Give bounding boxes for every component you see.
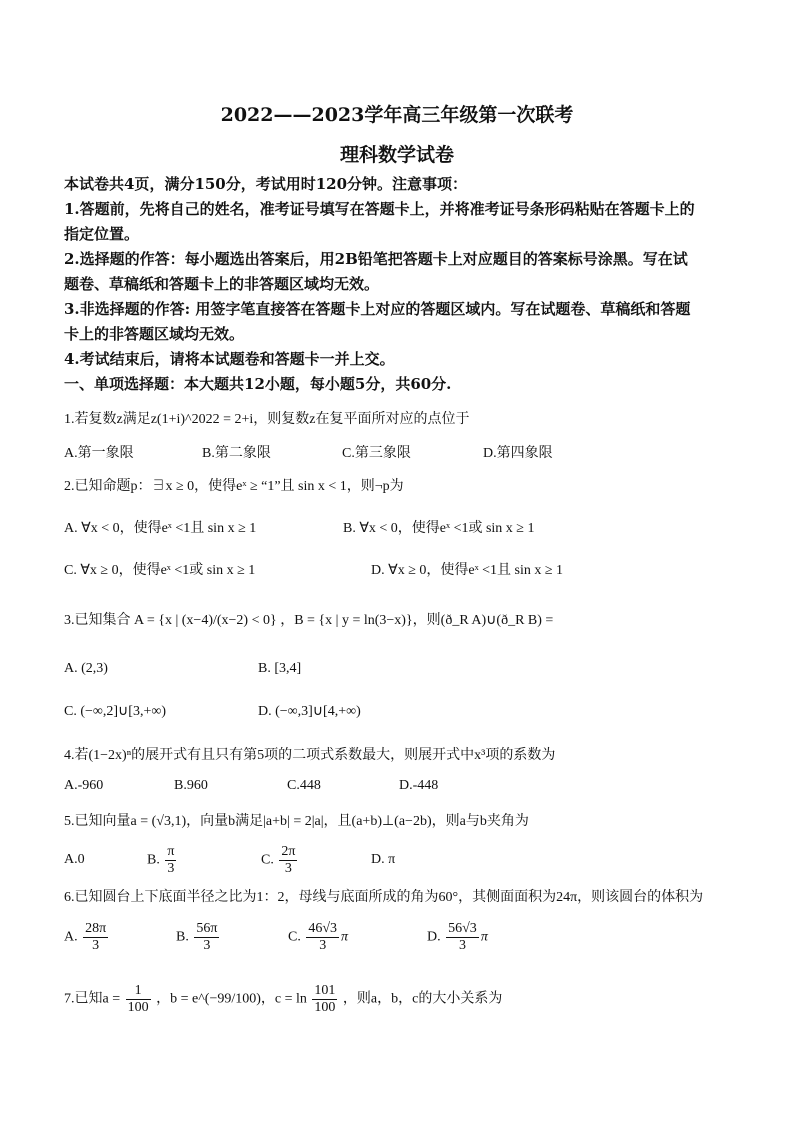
denominator: 3	[92, 938, 100, 953]
question-4-stem: 4.若(1−2x)ⁿ的展开式有且只有第5项的二项式系数最大，则展开式中x³项的系数为	[64, 748, 556, 763]
option-label: C.	[261, 852, 274, 868]
option-label: B.	[176, 929, 189, 945]
pi-suffix: π	[480, 929, 488, 945]
exam-subtitle: 理科数学试卷	[339, 144, 454, 166]
section-heading: 一、单项选择题：本大题共12小题，每小题5分，共60分.	[64, 375, 452, 393]
question-4-option-d: D.-448	[399, 778, 439, 793]
fraction	[194, 921, 219, 954]
question-3-option-a: A. (2,3)	[64, 661, 108, 676]
denominator: 100	[314, 1000, 336, 1015]
question-4-option-b: B.960	[174, 778, 208, 793]
option-label: D.	[427, 929, 441, 945]
question-6-option-b	[176, 921, 221, 954]
question-3-set-a: A = {x | (x−4)/(x−2) < 0}	[134, 613, 277, 628]
question-1-option-d: D.第四象限	[483, 446, 553, 461]
numerator: 1	[126, 983, 151, 1000]
fraction	[312, 983, 337, 1016]
option-label: C.	[288, 929, 301, 945]
question-7-stem-lead: 7.已知a =	[64, 991, 121, 1007]
question-3-stem-lead: 3.已知集合	[64, 613, 131, 628]
numerator: 28π	[85, 921, 107, 936]
numerator: 56π	[196, 921, 218, 936]
question-6-option-a	[64, 921, 110, 954]
option-label: B.	[147, 852, 160, 868]
question-2-option-c: C. ∀x ≥ 0，使得eˣ <1或 sin x ≥ 1	[64, 563, 256, 578]
fraction	[83, 921, 108, 954]
denominator: 3	[167, 861, 175, 876]
question-1-option-b: B.第二象限	[202, 446, 271, 461]
question-5-option-b	[147, 844, 178, 877]
instruction-line: 本试卷共4页，满分150分，考试用时120分钟。注意事项：	[64, 175, 468, 193]
question-3-option-c: C. (−∞,2]∪[3,+∞)	[64, 704, 166, 719]
instruction-line: 1.答题前，先将自己的姓名，准考证号填写在答题卡上，并将准考证号条形码粘贴在答题卡上的	[64, 200, 695, 218]
question-3-option-d: D. (−∞,3]∪[4,+∞)	[258, 704, 361, 719]
question-3-stem-tail: ，B = {x | y = ln(3−x)}，则(ð_R A)∪(ð_R B) =	[280, 613, 554, 628]
pi-suffix: π	[341, 929, 349, 945]
numerator: 2π	[281, 844, 296, 859]
denominator: 100	[127, 1000, 149, 1015]
fraction	[446, 921, 479, 954]
fraction	[126, 983, 151, 1016]
instruction-line: 指定位置。	[64, 225, 140, 243]
numerator: 46√3	[308, 921, 338, 936]
question-2-option-b: B. ∀x < 0，使得eˣ <1或 sin x ≥ 1	[343, 521, 535, 536]
question-4-option-c: C.448	[287, 778, 321, 793]
fraction	[306, 921, 339, 954]
question-3-option-b: B. [3,4]	[258, 661, 302, 676]
instruction-line: 题卷、草稿纸和答题卡上的非答题区域均无效。	[64, 275, 380, 293]
option-label: A.	[64, 929, 78, 945]
question-6-stem: 6.已知圆台上下底面半径之比为1：2，母线与底面所成的角为60°，其侧面面积为24π，则该圆台的体积为	[64, 890, 704, 905]
question-2-option-d: D. ∀x ≥ 0，使得eˣ <1且 sin x ≥ 1	[371, 563, 564, 578]
question-4-option-a: A.-960	[64, 778, 104, 793]
numerator: 101	[314, 983, 336, 998]
question-1-stem: 1.若复数z满足z(1+i)^2022 = 2+i，则复数z在复平面所对应的点位于	[64, 412, 470, 427]
question-5-option-a: A.0	[64, 852, 85, 867]
fraction	[165, 844, 176, 877]
instruction-line: 2.选择题的作答：每小题选出答案后，用2B铅笔把答题卡上对应题目的答案标号涂黑。写在试	[64, 250, 688, 268]
denominator: 3	[203, 938, 211, 953]
question-7-stem-middle: ，b = e^(−99/100)，c = ln	[156, 991, 307, 1007]
exam-title: 2022——2023学年高三年级第一次联考	[220, 104, 574, 126]
denominator: 3	[319, 938, 327, 953]
question-3-stem	[64, 609, 553, 629]
denominator: 3	[458, 938, 466, 953]
question-7-stem-tail: ，则a，b，c的大小关系为	[342, 991, 503, 1007]
fraction	[279, 844, 297, 877]
question-5-option-c	[261, 844, 299, 877]
numerator: π	[167, 844, 175, 859]
question-2-stem: 2.已知命题p：∃x ≥ 0，使得eˣ ≥ “1”且 sin x < 1，则¬p为	[64, 479, 404, 494]
instruction-line: 4.考试结束后，请将本试题卷和答题卡一并上交。	[64, 350, 395, 368]
instruction-line: 卡上的非答题区域均无效。	[64, 325, 245, 343]
numerator: 56√3	[448, 921, 477, 936]
question-5-stem: 5.已知向量a = (√3,1)，向量b满足|a+b| = 2|a|，且(a+b)⊥(a−2b)，则a与b夹角为	[64, 814, 529, 829]
denominator: 3	[284, 861, 292, 876]
question-1-option-c: C.第三象限	[342, 446, 411, 461]
question-1-option-a: A.第一象限	[64, 446, 134, 461]
question-2-option-a: A. ∀x < 0，使得eˣ <1且 sin x ≥ 1	[64, 521, 257, 536]
question-5-option-d: D. π	[371, 852, 396, 867]
question-6-option-c	[288, 921, 348, 954]
instruction-line: 3.非选择题的作答: 用签字笔直接答在答题卡上对应的答题区域内。写在试题卷、草稿纸和答题	[64, 300, 691, 318]
question-7-stem	[64, 983, 502, 1016]
question-6-option-d	[427, 921, 488, 954]
